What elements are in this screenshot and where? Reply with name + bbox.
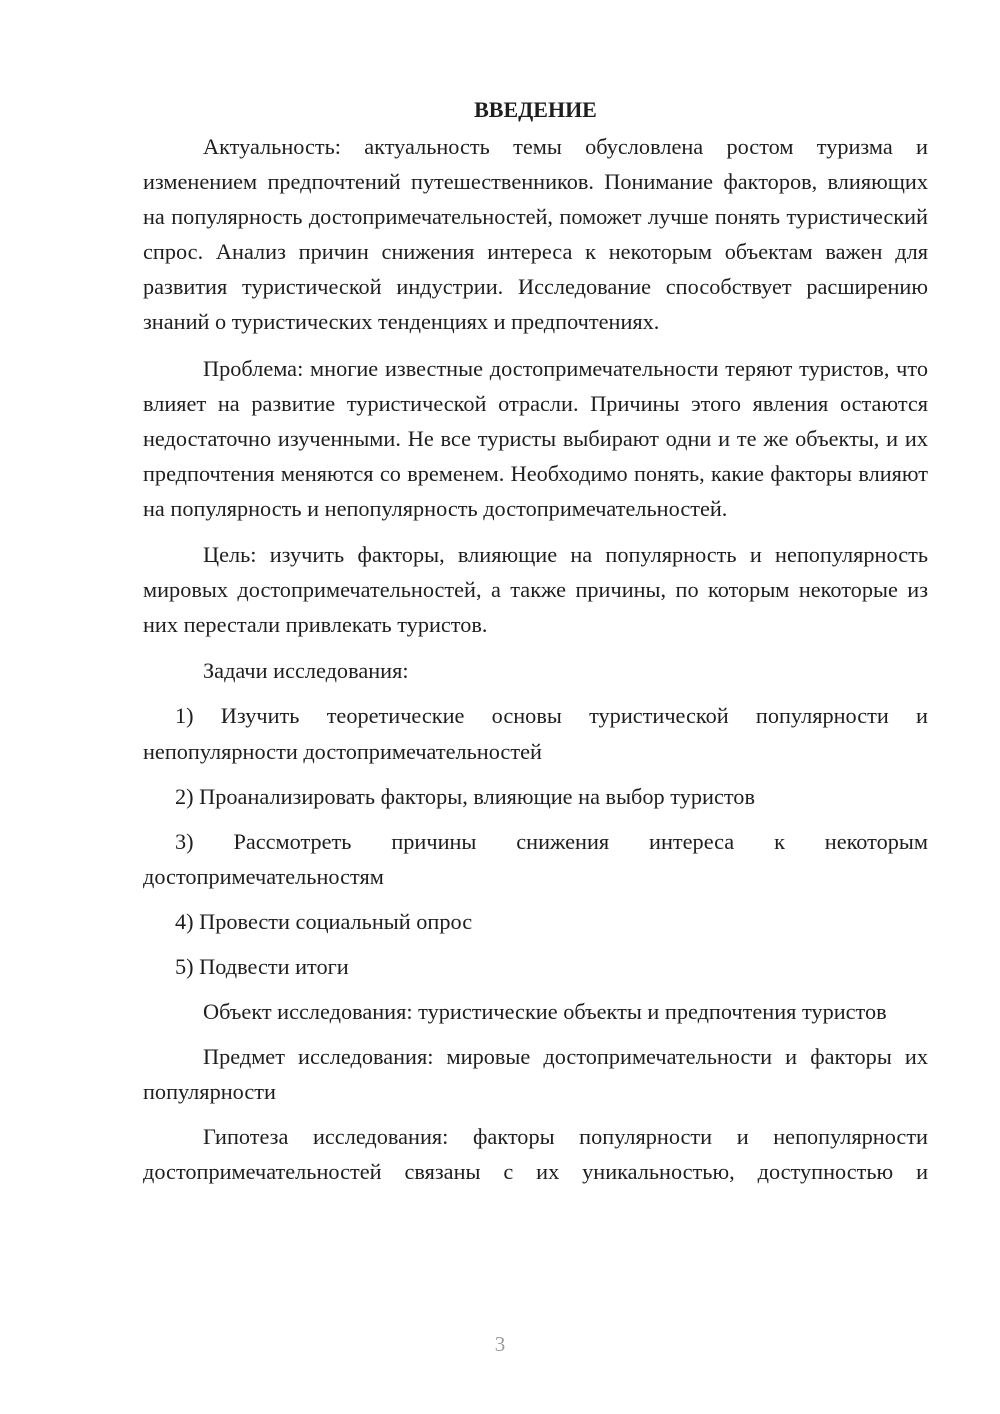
object-paragraph: Объект исследования: туристические объекты и предпочтения туристов: [203, 999, 887, 1025]
section-title: ВВЕДЕНИЕ: [474, 97, 597, 122]
relevance-paragraph: Актуальность: актуальность темы обусловлена ростом туризма и изменением предпочтений путешественников. Понимание факторов, влияющих на популярность достопримечательностей, поможет лучше понять туристический спрос. Анализ причин снижения интереса к некоторым объектам важен для развития туристической индустрии. Исследование способствует расширению знаний о туристических тенденциях и предпочтениях.: [143, 134, 928, 335]
tasks-heading: Задачи исследования:: [203, 658, 409, 684]
problem-paragraph: Проблема: многие известные достопримечательности теряют туристов, что влияет на развитие туристической отрасли. Причины этого явления остаются недостаточно изученными. Не все туристы выбирают одни и те же объекты, и их предпочтения меняются со временем. Необходимо понять, какие факторы влияют на популярность и непопулярность достопримечательностей.: [143, 355, 928, 521]
document-page: [143, 92, 928, 1190]
goal-paragraph: Цель: изучить факторы, влияющие на популярность и непопулярность мировых достопримечательностей, а также причины, по которым некоторые из них перестали привлекать туристов.: [143, 542, 928, 638]
subject-paragraph: Предмет исследования: мировые достопримечательности и факторы их популярности: [143, 1044, 928, 1105]
page-number: 3: [494, 1332, 506, 1356]
hypothesis-paragraph: Гипотеза исследования: факторы популярности и непопулярности достопримечательностей связаны с их уникальностью, доступностью и: [143, 1124, 928, 1185]
task-item-4: 4) Провести социальный опрос: [175, 908, 473, 934]
task-item-2: 2) Проанализировать факторы, влияющие на выбор туристов: [175, 783, 755, 809]
task-item-3: 3) Рассмотреть причины снижения интереса к некоторым достопримечательностям: [143, 828, 928, 889]
task-item-1: 1) Изучить теоретические основы туристической популярности и непопулярности достопримечательностей: [143, 703, 928, 764]
task-item-5: 5) Подвести итоги: [175, 953, 349, 979]
